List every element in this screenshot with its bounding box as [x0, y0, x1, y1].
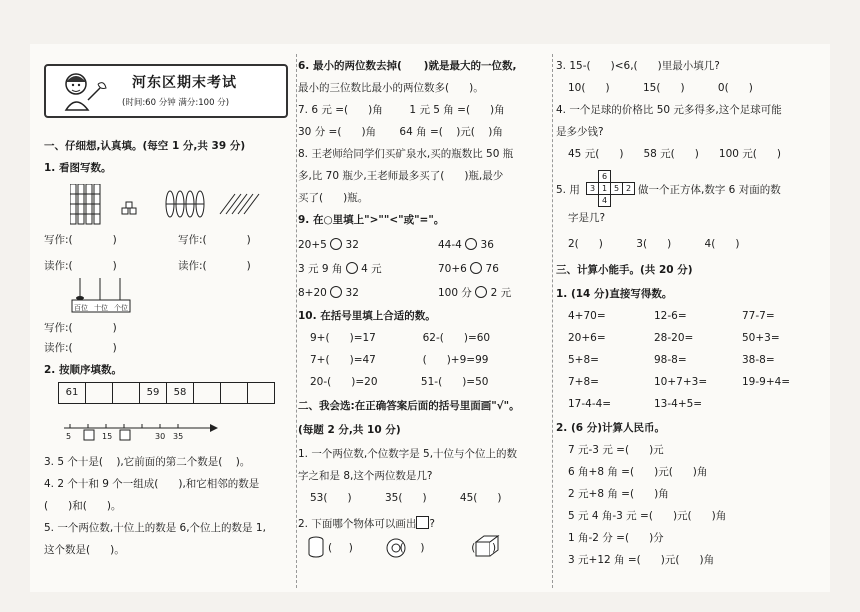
money-item[interactable]: 7 元-3 元 =( )元: [568, 444, 664, 456]
money-item[interactable]: 6 角+8 角 =( )元( )角: [568, 466, 708, 478]
expr: 4 元: [361, 263, 382, 275]
seq-cell: 59: [140, 383, 167, 403]
compare-circle[interactable]: [470, 262, 482, 274]
column-divider: [296, 54, 297, 588]
calc-item[interactable]: 50+3=: [742, 332, 780, 344]
choice-3: 3. 15-( )<6,( )里最小填几?: [556, 60, 720, 72]
seq-cell[interactable]: [221, 383, 248, 403]
compare-circle[interactable]: [465, 238, 477, 250]
choice-2: [298, 516, 435, 531]
calc-item[interactable]: 5+8=: [568, 354, 599, 366]
seq-cell[interactable]: [113, 383, 140, 403]
net-face: 1: [598, 182, 611, 195]
compare-row-2-left: [298, 262, 382, 276]
compare-circle[interactable]: [346, 262, 358, 274]
question-8-line1: 8. 王老师给同学们买矿泉水,买的瓶数比 50 瓶: [298, 148, 514, 160]
read-blank-3[interactable]: 读作:( ): [44, 342, 117, 354]
compare-row-1-right: [438, 238, 494, 252]
compare-row-3-right: [438, 286, 511, 300]
question-8-line2: 多,比 70 瓶少,王老师最多买了( )瓶,最少: [298, 170, 504, 182]
calc-item[interactable]: 17-4-4=: [568, 398, 612, 410]
compare-row-2-right: [438, 262, 499, 276]
net-face: 6: [598, 170, 611, 183]
number-line: [60, 416, 220, 446]
exam-title: 河东区期末考试: [132, 75, 237, 91]
choice-2-text: 2. 下面哪个物体可以画出: [298, 518, 417, 530]
calc-item[interactable]: 10+7+3=: [654, 376, 708, 388]
expr: 2 元: [490, 287, 512, 299]
money-item[interactable]: 5 元 4 角-3 元 =( )元( )角: [568, 510, 727, 522]
expr: 3 元 9 角: [298, 263, 343, 275]
money-item[interactable]: 1 角-2 分 =( )分: [568, 532, 664, 544]
question-4-line2: ( )和( )。: [44, 500, 122, 512]
net-face: 5: [610, 182, 623, 195]
expr: 32: [345, 239, 359, 251]
choice-1-line2: 字之和是 8,这个两位数是几?: [298, 470, 433, 482]
net-face: 2: [622, 182, 635, 195]
section-3-title: 三、计算小能手。(共 20 分): [556, 264, 693, 276]
choice-5-text: 做一个正方体,数字 6 对面的数: [638, 184, 781, 196]
expr: 44-4: [438, 239, 462, 251]
expr: 32: [345, 287, 359, 299]
calc-item[interactable]: 12-6=: [654, 310, 687, 322]
tick-5: 5: [66, 432, 72, 441]
calc-item[interactable]: 98-8=: [654, 354, 687, 366]
fill-row-1[interactable]: 9+( )=17 62-( )=60: [310, 332, 491, 344]
tick-35: 35: [173, 432, 184, 441]
read-blank-2[interactable]: 读作:( ): [178, 260, 251, 272]
question-5-line2: 这个数是( )。: [44, 544, 125, 556]
seq-cell[interactable]: [248, 383, 274, 403]
question-7-line2: 30 分 =( )角 64 角 =( )元( )角: [298, 126, 503, 138]
question-9: 9. 在○里填上">""<"或"="。: [298, 214, 445, 226]
tick-30: 30: [155, 432, 166, 441]
choice-4-options[interactable]: 45 元( ) 58 元( ) 100 元( ): [568, 148, 781, 160]
choice-1-line1: 1. 一个两位数,个位数字是 5,十位与个位上的数: [298, 448, 518, 460]
square-symbol: [416, 516, 429, 529]
choice-2-end: ?: [429, 518, 435, 530]
seq-cell: 58: [167, 383, 194, 403]
choice-3-options[interactable]: 10( ) 15( ) 0( ): [568, 82, 753, 94]
student-illustration: [54, 70, 114, 112]
question-1: 1. 看图写数。: [44, 162, 112, 174]
choice-5-start: 5. 用: [556, 184, 580, 196]
exam-page: [30, 44, 830, 592]
exam-header: [44, 64, 288, 118]
question-7-line1: 7. 6 元 =( )角 1 元 5 角 =( )角: [298, 104, 505, 116]
tick-15: 15: [102, 432, 113, 441]
money-item[interactable]: 3 元+12 角 =( )元( )角: [568, 554, 715, 566]
abacus-label-hundreds: 百位: [74, 304, 88, 312]
choice-2-options[interactable]: ( ) ( ) ( ): [328, 542, 497, 554]
net-face: 4: [598, 194, 611, 207]
question-10: 10. 在括号里填上合适的数。: [298, 310, 436, 322]
choice-5-options[interactable]: 2( ) 3( ) 4( ): [568, 238, 740, 250]
question-6-line1: 6. 最小的两位数去掉( )就是最大的一位数,: [298, 60, 517, 72]
expr: 8+20: [298, 287, 327, 299]
calc-item[interactable]: 4+70=: [568, 310, 606, 322]
compare-circle[interactable]: [330, 286, 342, 298]
counting-blocks-figure: [70, 184, 300, 229]
expr: 36: [480, 239, 494, 251]
exam-subtitle: (时间:60 分钟 满分:100 分): [122, 98, 230, 108]
question-6-line2: 最小的三位数比最小的两位数多( )。: [298, 82, 484, 94]
section-1-title: 一、仔细想,认真填。(每空 1 分,共 39 分): [44, 140, 246, 152]
expr: 76: [485, 263, 499, 275]
calc-item[interactable]: 20+6=: [568, 332, 606, 344]
write-blank-2[interactable]: 写作:( ): [178, 234, 251, 246]
calc-item[interactable]: 7+8=: [568, 376, 599, 388]
section-2-subtitle: (每题 2 分,共 10 分): [298, 424, 401, 436]
choice-4-line2: 是多少钱?: [556, 126, 604, 138]
net-face: 3: [586, 182, 599, 195]
write-blank-3[interactable]: 写作:( ): [44, 322, 117, 334]
seq-cell[interactable]: [194, 383, 221, 403]
question-4-line1: 4. 2 个十和 9 个一组成( ),和它相邻的数是: [44, 478, 260, 490]
fill-row-3[interactable]: 20-( )=20 51-( )=50: [310, 376, 489, 388]
expr: 100 分: [438, 287, 472, 299]
calc-2-title: 2. (6 分)计算人民币。: [556, 422, 666, 434]
compare-row-3-left: [298, 286, 359, 300]
abacus-label-ones: 个位: [114, 304, 128, 312]
compare-row-1-left: [298, 238, 359, 252]
question-3: 3. 5 个十是( ),它前面的第二个数是( )。: [44, 456, 251, 468]
calc-item[interactable]: 19-9+4=: [742, 376, 791, 388]
calc-item[interactable]: 38-8=: [742, 354, 775, 366]
fill-row-2[interactable]: 7+( )=47 ( )+9=99: [310, 354, 489, 366]
compare-circle[interactable]: [330, 238, 342, 250]
section-2-title: 二、我会选:在正确答案后面的括号里面画"√"。: [298, 400, 520, 412]
expr: 20+5: [298, 239, 327, 251]
sequence-boxes: [58, 382, 275, 404]
question-8-line3: 买了( )瓶。: [298, 192, 369, 204]
column-divider: [552, 54, 553, 588]
compare-circle[interactable]: [475, 286, 487, 298]
expr: 70+6: [438, 263, 467, 275]
choice-4-line1: 4. 一个足球的价格比 50 元多得多,这个足球可能: [556, 104, 782, 116]
write-blank-1[interactable]: 写作:( ): [44, 234, 117, 246]
calc-item[interactable]: 13-4+5=: [654, 398, 703, 410]
money-item[interactable]: 2 元+8 角 =( )角: [568, 488, 669, 500]
calc-item[interactable]: 77-7=: [742, 310, 775, 322]
seq-cell: 61: [59, 383, 86, 403]
calc-1-title: 1. (14 分)直接写得数。: [556, 288, 673, 300]
choice-1-options[interactable]: 53( ) 35( ) 45( ): [310, 492, 502, 504]
question-5-line1: 5. 一个两位数,十位上的数是 6,个位上的数是 1,: [44, 522, 266, 534]
choice-5-line2: 字是几?: [568, 212, 606, 224]
read-blank-1[interactable]: 读作:( ): [44, 260, 117, 272]
abacus-label-tens: 十位: [94, 304, 108, 312]
seq-cell[interactable]: [86, 383, 113, 403]
calc-item[interactable]: 28-20=: [654, 332, 694, 344]
question-2: 2. 按顺序填数。: [44, 364, 122, 376]
